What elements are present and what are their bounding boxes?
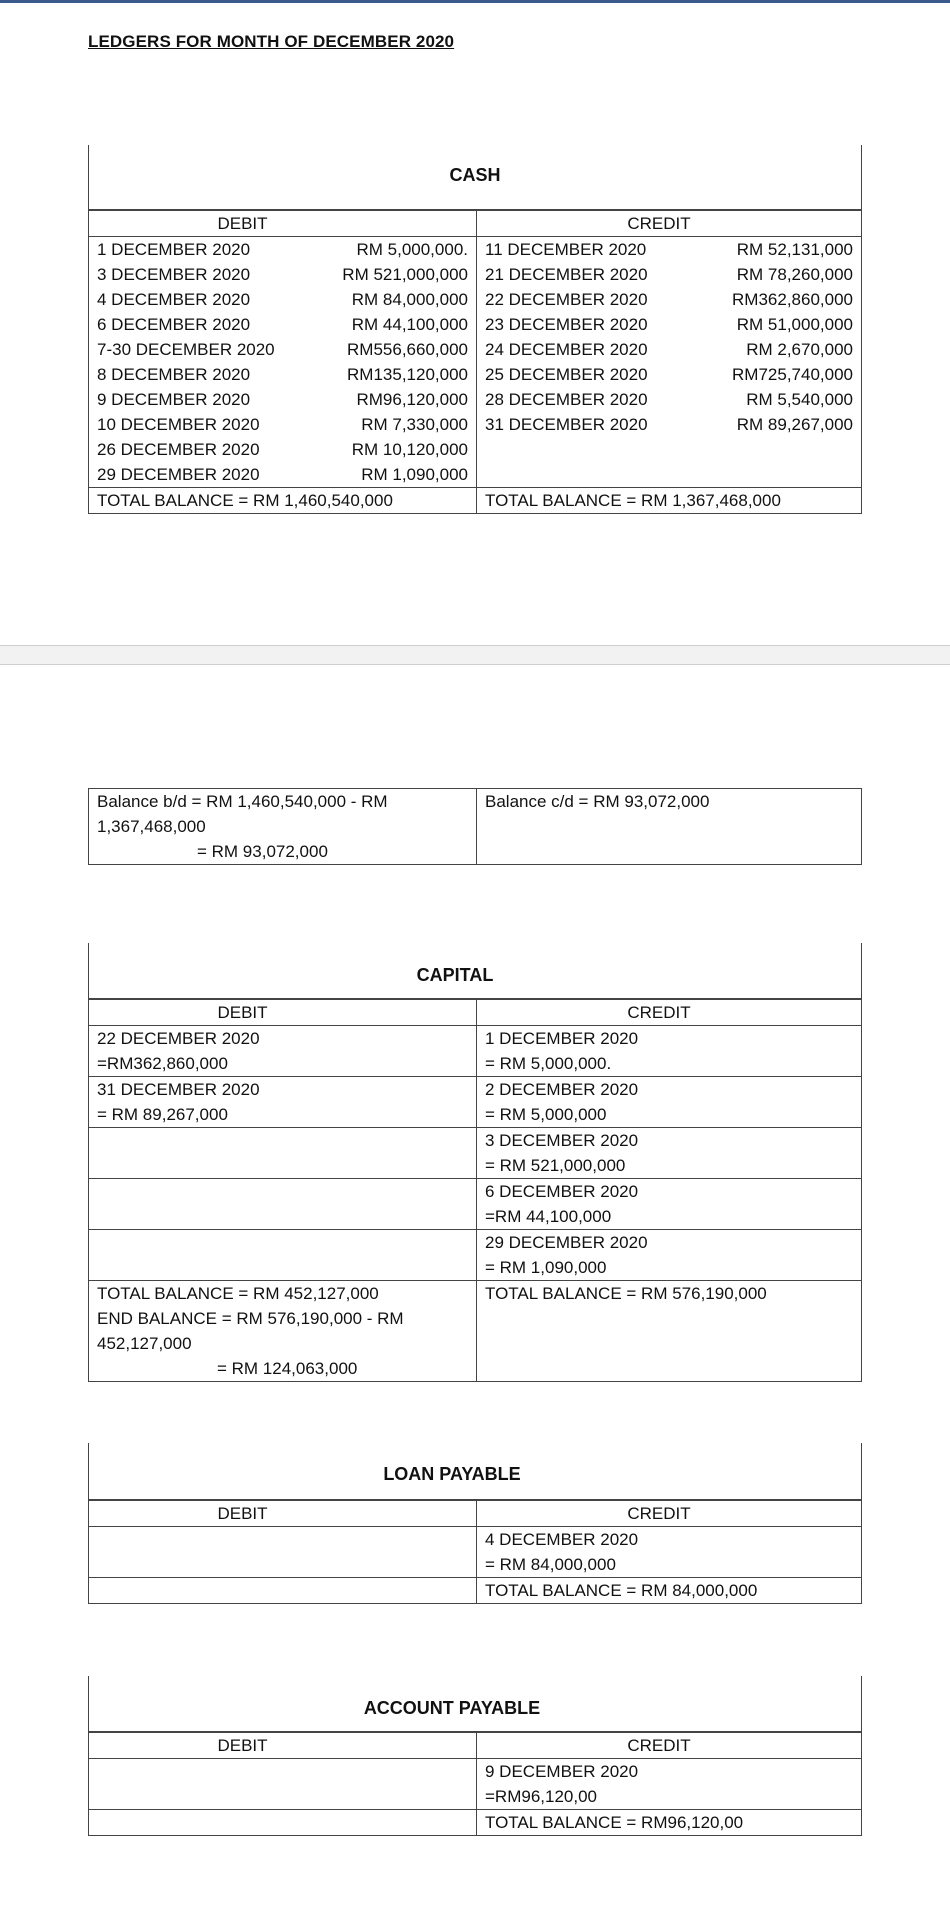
account-payable-title: ACCOUNT PAYABLE [363, 1698, 541, 1718]
loan-payable-ledger [88, 1443, 862, 1604]
cash-debit-header: DEBIT [89, 211, 477, 237]
balance-bd-line1: Balance b/d = RM 1,460,540,000 - RM [97, 792, 388, 811]
cash-balance-box [88, 788, 862, 865]
cash-debit-row: 29 DECEMBER 2020 RM 1,090,000 [97, 465, 468, 484]
cash-credit-total: TOTAL BALANCE = RM 1,367,468,000 [477, 488, 862, 514]
capital-credit-header: CREDIT [477, 1000, 862, 1026]
ap-credit-total: TOTAL BALANCE = RM96,120,00 [477, 1810, 862, 1836]
cash-credit-row: 24 DECEMBER 2020 RM 2,670,000 [485, 340, 853, 359]
account-payable-table [88, 1732, 862, 1836]
capital-debit-total: TOTAL BALANCE = RM 452,127,000 [97, 1284, 379, 1303]
balance-bd-line2: 1,367,468,000 [97, 817, 206, 836]
cash-credit-row: 23 DECEMBER 2020 RM 51,000,000 [485, 315, 853, 334]
capital-debit-empty [89, 1179, 477, 1230]
balance-bd-result: = RM 93,072,000 [197, 842, 328, 861]
capital-ledger [88, 943, 862, 1382]
cash-debit-row: 6 DECEMBER 2020 RM 44,100,000 [97, 315, 468, 334]
cash-credit-row: 11 DECEMBER 2020 RM 52,131,000 [485, 240, 853, 259]
capital-debit-totals [89, 1281, 477, 1382]
loan-credit-header: CREDIT [477, 1501, 862, 1527]
capital-debit-entry: 22 DECEMBER 2020 =RM362,860,000 [89, 1026, 477, 1077]
capital-ledger-title: CAPITAL [416, 965, 494, 985]
account-payable-ledger [88, 1676, 862, 1836]
capital-end-balance-line1: END BALANCE = RM 576,190,000 - RM [97, 1309, 404, 1328]
capital-debit-empty [89, 1230, 477, 1281]
balance-bd-cell [89, 789, 477, 865]
capital-ledger-header [88, 943, 862, 999]
page-separator [0, 645, 950, 665]
capital-debit-empty [89, 1128, 477, 1179]
capital-end-balance-line2: 452,127,000 [97, 1334, 192, 1353]
loan-debit-empty [89, 1527, 477, 1578]
ap-debit-total-empty [89, 1810, 477, 1836]
loan-credit-entry: 4 DECEMBER 2020 = RM 84,000,000 [477, 1527, 862, 1578]
loan-debit-header: DEBIT [89, 1501, 477, 1527]
cash-debit-column [89, 237, 477, 488]
cash-debit-row: 7-30 DECEMBER 2020 RM556,660,000 [97, 340, 468, 359]
capital-debit-header: DEBIT [89, 1000, 477, 1026]
cash-credit-row: 31 DECEMBER 2020 RM 89,267,000 [485, 415, 853, 434]
loan-payable-table [88, 1500, 862, 1604]
ap-debit-header: DEBIT [89, 1733, 477, 1759]
capital-credit-entry: 6 DECEMBER 2020 =RM 44,100,000 [477, 1179, 862, 1230]
cash-debit-row: 1 DECEMBER 2020 RM 5,000,000. [97, 240, 468, 259]
loan-payable-header [88, 1443, 862, 1500]
capital-credit-entry: 29 DECEMBER 2020 = RM 1,090,000 [477, 1230, 862, 1281]
loan-payable-title: LOAN PAYABLE [383, 1464, 521, 1484]
ap-debit-empty [89, 1759, 477, 1810]
cash-credit-row: 22 DECEMBER 2020 RM362,860,000 [485, 290, 853, 309]
capital-credit-entry: 3 DECEMBER 2020 = RM 521,000,000 [477, 1128, 862, 1179]
cash-debit-row: 8 DECEMBER 2020 RM135,120,000 [97, 365, 468, 384]
cash-credit-row: 21 DECEMBER 2020 RM 78,260,000 [485, 265, 853, 284]
capital-credit-entry: 2 DECEMBER 2020 = RM 5,000,000 [477, 1077, 862, 1128]
capital-credit-total: TOTAL BALANCE = RM 576,190,000 [477, 1281, 862, 1382]
cash-credit-column [477, 237, 862, 488]
cash-ledger [88, 145, 862, 514]
loan-credit-total: TOTAL BALANCE = RM 84,000,000 [477, 1578, 862, 1604]
capital-debit-entry: 31 DECEMBER 2020 = RM 89,267,000 [89, 1077, 477, 1128]
balance-cd-cell: Balance c/d = RM 93,072,000 [477, 789, 862, 865]
account-payable-header [88, 1676, 862, 1732]
cash-debit-row: 9 DECEMBER 2020 RM96,120,000 [97, 390, 468, 409]
cash-credit-header: CREDIT [477, 211, 862, 237]
page-title: LEDGERS FOR MONTH OF DECEMBER 2020 [88, 32, 455, 51]
cash-debit-row: 3 DECEMBER 2020 RM 521,000,000 [97, 265, 468, 284]
capital-ledger-table [88, 999, 862, 1382]
cash-balance-table [88, 788, 862, 865]
top-border [0, 0, 950, 3]
capital-end-balance-result: = RM 124,063,000 [217, 1359, 358, 1378]
cash-ledger-header [88, 145, 862, 210]
cash-credit-row: 25 DECEMBER 2020 RM725,740,000 [485, 365, 853, 384]
cash-debit-row: 26 DECEMBER 2020 RM 10,120,000 [97, 440, 468, 459]
ap-credit-header: CREDIT [477, 1733, 862, 1759]
cash-ledger-table [88, 210, 862, 514]
cash-ledger-title: CASH [449, 165, 501, 185]
loan-debit-total-empty [89, 1578, 477, 1604]
cash-debit-row: 10 DECEMBER 2020 RM 7,330,000 [97, 415, 468, 434]
cash-debit-row: 4 DECEMBER 2020 RM 84,000,000 [97, 290, 468, 309]
ap-credit-entry: 9 DECEMBER 2020 =RM96,120,00 [477, 1759, 862, 1810]
capital-credit-entry: 1 DECEMBER 2020 = RM 5,000,000. [477, 1026, 862, 1077]
cash-debit-total: TOTAL BALANCE = RM 1,460,540,000 [89, 488, 477, 514]
cash-credit-row: 28 DECEMBER 2020 RM 5,540,000 [485, 390, 853, 409]
